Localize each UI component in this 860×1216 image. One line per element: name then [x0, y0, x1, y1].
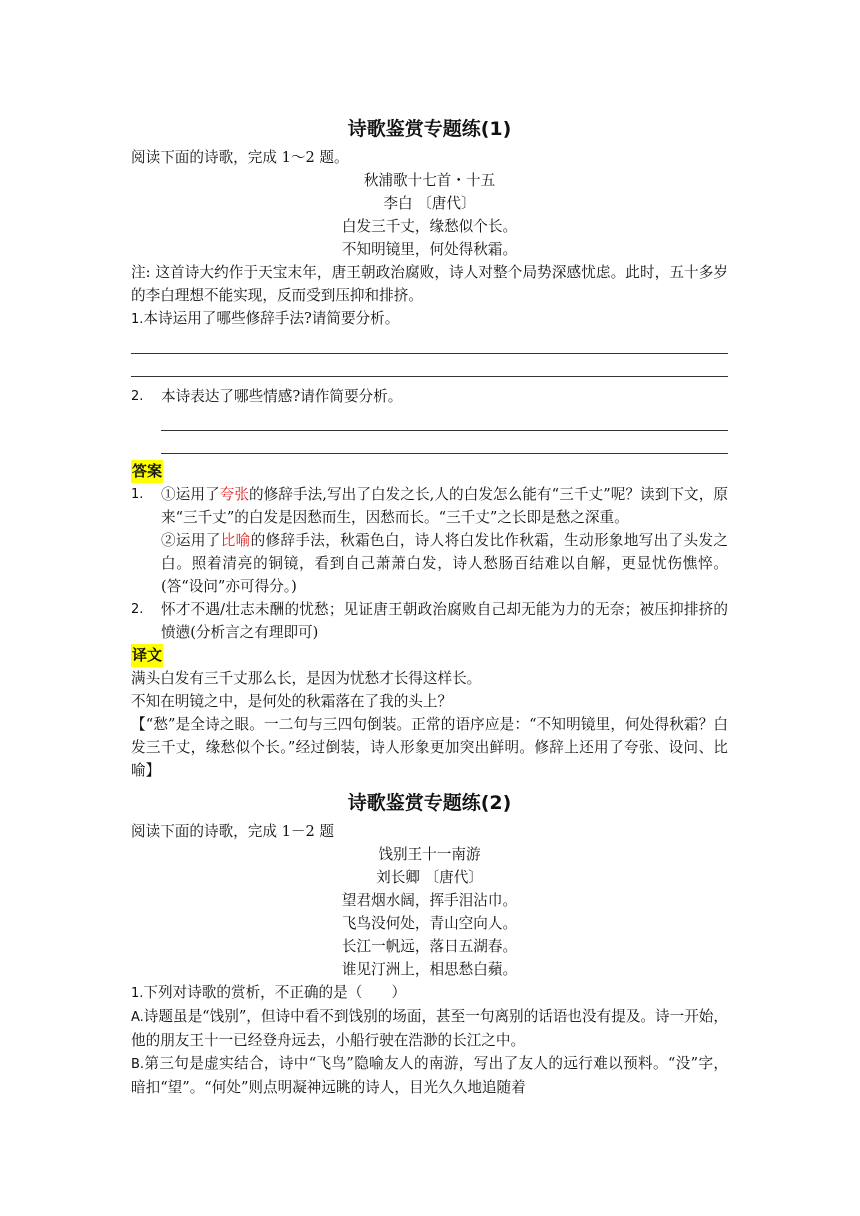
poem2-line: 谁见汀洲上，相思愁白蘋。 [341, 961, 518, 978]
translation-line: 不知在明镜之中，是何处的秋霜落在了我的头上？ [131, 693, 453, 710]
answer1-p2-keyword: 比喻 [220, 532, 251, 549]
translation-heading [131, 644, 728, 667]
option-a-text: 诗题虽是“饯别”，但诗中看不到饯别的场面，甚至一句离别的话语也没有提及。诗一开始，他的朋友王十一已经登舟远去，小船行驶在浩渺的长江之中。 [131, 1008, 728, 1049]
answer1-p1-pre: ①运用了 [161, 486, 220, 503]
s2-question1 [131, 981, 728, 1005]
option-b [131, 1052, 728, 1099]
answer2-number: 2. [131, 602, 144, 617]
question1-number: 1. [131, 312, 144, 327]
answer2-text: 怀才不遇/壮志未酬的忧愁；见证唐王朝政治腐败自己却无能为力的无奈；被压抑排挤的愤懑(分析言之有理即可) [161, 601, 728, 641]
option-b-label: B. [131, 1057, 145, 1072]
answer-blank-line[interactable] [161, 408, 728, 431]
question2 [131, 385, 728, 408]
answer-heading [131, 460, 728, 483]
question2-text: 本诗表达了哪些情感?请作简要分析。 [161, 388, 403, 405]
section2-intro: 阅读下面的诗歌，完成 1－2 题 [131, 823, 334, 840]
answer-blank-line[interactable] [131, 331, 728, 354]
question2-number: 2. [131, 389, 144, 404]
poem2-line: 望君烟水阔，挥手泪沾巾。 [341, 892, 518, 909]
option-a [131, 1005, 728, 1052]
answer1-number: 1. [131, 487, 144, 502]
translation-label: 译文 [131, 644, 163, 667]
question1-text: 本诗运用了哪些修辞手法?请简要分析。 [143, 310, 400, 327]
poem2-line: 飞鸟没何处，青山空向人。 [341, 915, 518, 932]
section1-title: 诗歌鉴赏专题练(1) [347, 118, 512, 140]
answer1-p1-keyword: 夸张 [219, 486, 249, 503]
answer1-part2 [131, 529, 728, 598]
answer2 [131, 598, 728, 644]
poem1-note: 注: 这首诗大约作于天宝末年，唐王朝政治腐败，诗人对整个局势深感忧虑。此时，五十多岁的李白理想不能实现，反而受到压抑和排挤。 [131, 264, 728, 304]
answer1-p1-post: 的修辞手法,写出了白发之长,人的白发怎么能有“三千丈”呢？读到下文，原来“三千丈”的白发是因愁而生，因愁而长。“三千丈”之长即是愁之深重。 [161, 486, 728, 526]
answer1-p2-post: 的修辞手法，秋霜色白，诗人将白发比作秋霜，生动形象地写出了头发之白。照着清亮的铜镜，看到自己萧萧白发，诗人愁肠百结难以自解，更显忧伤憔悴。(答“设问”亦可得分。) [161, 532, 728, 595]
answer1-part1 [131, 483, 728, 529]
option-a-label: A. [131, 1010, 144, 1025]
s2-question1-text: 下列对诗歌的赏析，不正确的是（ ） [143, 984, 407, 1001]
question1 [131, 307, 728, 331]
answer-blank-line[interactable] [131, 354, 728, 377]
section1-intro: 阅读下面的诗歌，完成 1～2 题。 [131, 149, 349, 166]
answer-label: 答案 [131, 460, 163, 483]
poem2-line: 长江一帆远，落日五湖春。 [341, 938, 518, 955]
poem2-title: 饯别王十一南游 [378, 846, 481, 863]
poem1-line: 不知明镜里，何处得秋霜。 [341, 241, 518, 258]
s2-question1-number: 1. [131, 986, 144, 1001]
poem1-title: 秋浦歌十七首・十五 [363, 172, 496, 189]
poem1-author: 李白 〔唐代〕 [383, 195, 476, 212]
poem1-commentary: 【“愁”是全诗之眼。一二句与三四句倒装。正常的语序应是：“不知明镜里，何处得秋霜？白发三千丈，缘愁似个长。”经过倒装，诗人形象更加突出鲜明。修辞上还用了夸张、设问、比喻】 [131, 716, 728, 779]
translation-line: 满头白发有三千丈那么长，是因为忧愁才长得这样长。 [131, 670, 482, 687]
answer-blank-line[interactable] [161, 431, 728, 454]
poem1-line: 白发三千丈，缘愁似个长。 [341, 218, 518, 235]
section2-title: 诗歌鉴赏专题练(2) [347, 792, 512, 814]
poem2-author: 刘长卿 〔唐代〕 [376, 869, 483, 886]
answer1-p2-pre: ②运用了 [161, 532, 221, 549]
document-content [131, 112, 728, 1099]
option-b-text: 第三句是虚实结合，诗中“飞鸟”隐喻友人的南游，写出了友人的远行难以预料。“没”字，暗扣“望”。“何处”则点明凝神远眺的诗人，目光久久地追随着 [131, 1055, 728, 1096]
